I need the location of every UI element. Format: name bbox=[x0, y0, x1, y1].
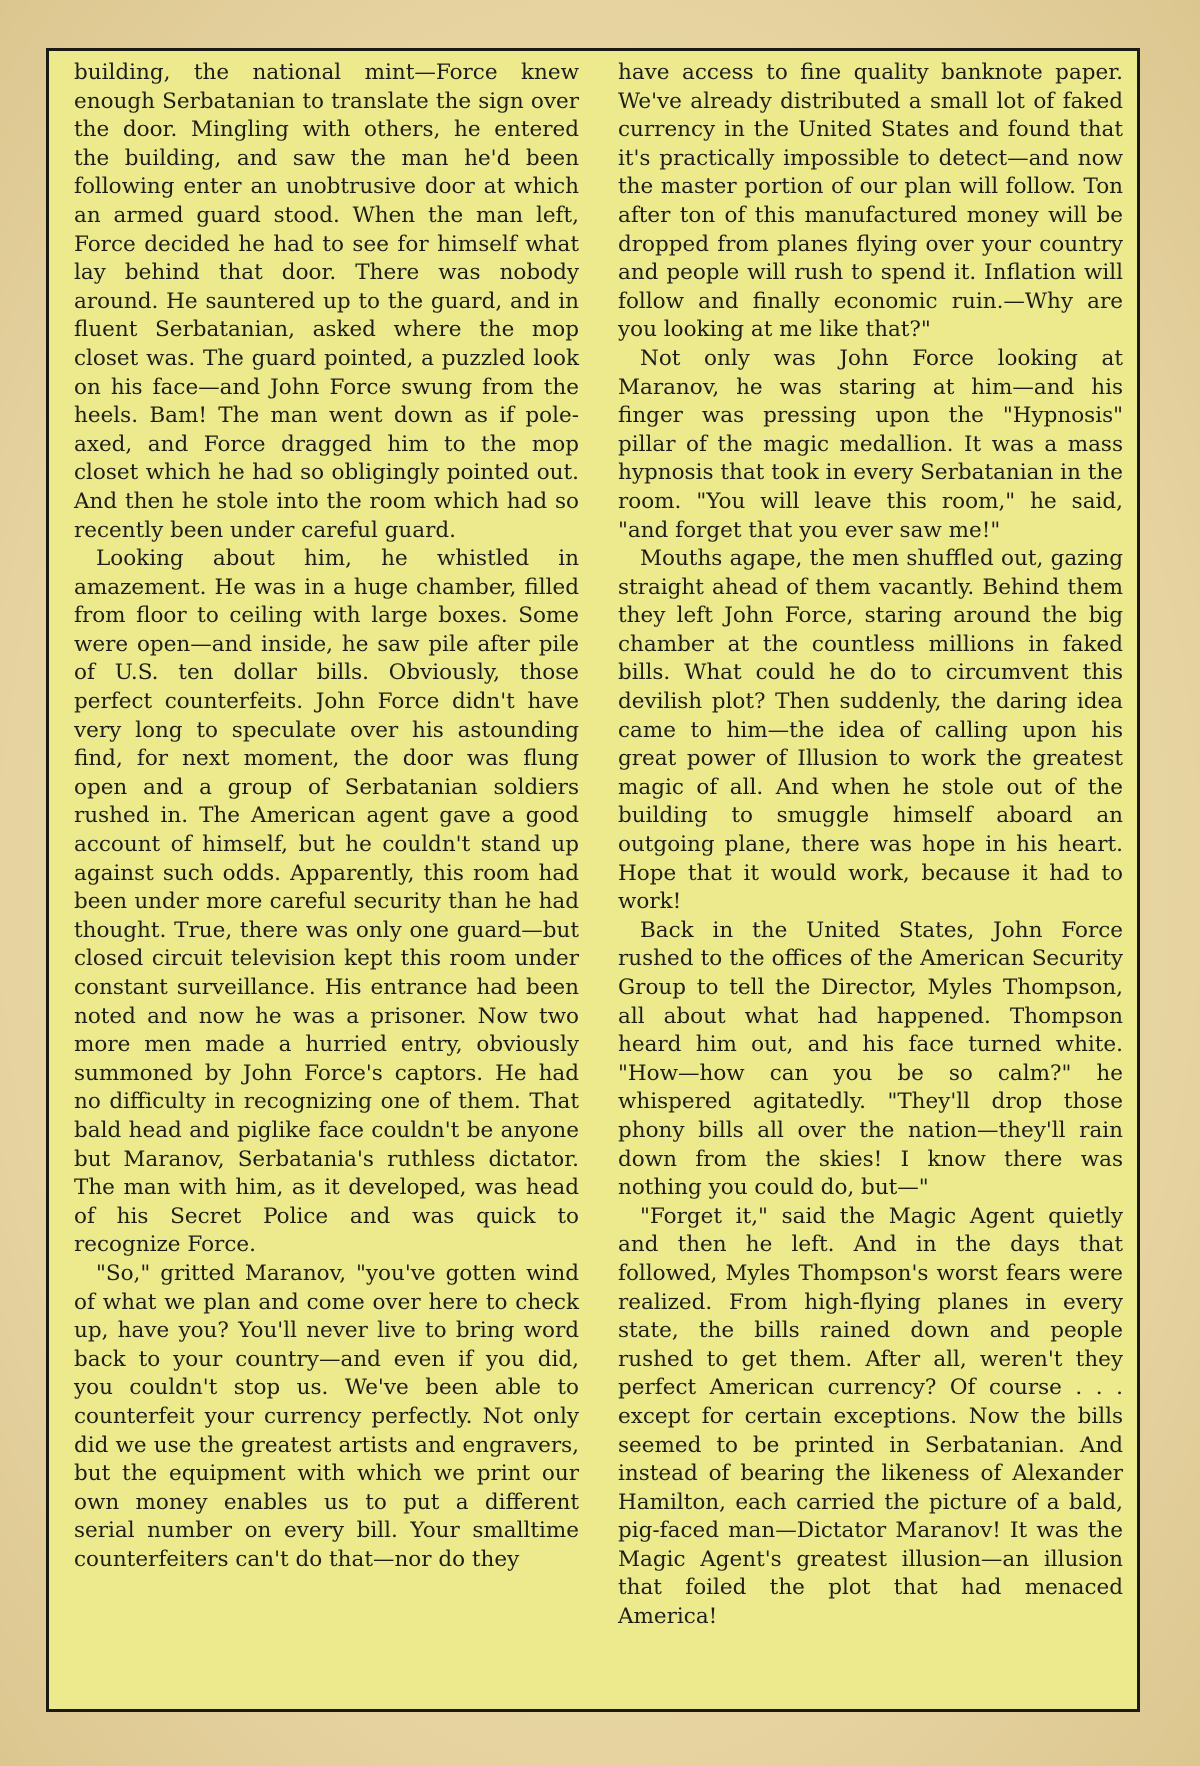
paragraph: "So," gritted Maranov, "you've gotten wind of what we plan and come over here to check up, have you? You'll never live to bring word back to your country—and even if you did, you couldn't stop us. We've been able to counterfeit your currency perfectly. Not only did we use the greatest artists and engravers, but the equipment with which we print our own money enables us to put a different serial number on every bill. Your smalltime counterfeiters can't do that—nor do they bbox=[74, 1260, 579, 1572]
story-text-frame bbox=[46, 48, 1140, 1712]
right-column bbox=[618, 59, 1123, 1632]
paragraph: have access to fine quality banknote paper. We've already distributed a small lot of faked currency in the United States and found that it's practically impossible to detect—and now the master portion of our plan will follow. Ton after ton of this manufactured money will be dropped from planes flying over your country and people will rush to spend it. Inflation will follow and finally economic ruin.—Why are you looking at me like that?" bbox=[618, 60, 1123, 343]
paragraph: Back in the United States, John Force rushed to the offices of the American Security Group to tell the Director, Myles Thompson, all about what had happened. Thompson heard him out, and his face turned white. "How—how can you be so calm?" he whispered agitatedly. "They'll drop those phony bills all over the nation—they'll rain down from the skies! I know there was nothing you could do, but—" bbox=[618, 917, 1123, 1201]
left-column bbox=[74, 59, 579, 1574]
paragraph: Mouths agape, the men shuffled out, gazing straight ahead of them vacantly. Behind them they left John Force, staring around the big chamber at the countless millions in faked bills. What could he do to circumvent this devilish plot? Then suddenly, the daring idea came to him—the idea of calling upon his great power of Illusion to work the greatest magic of all. And when he stole out of the building to smuggle himself aboard an outgoing plane, there was hope in his heart. Hope that it would work, because it had to work! bbox=[618, 546, 1123, 915]
paragraph: "Forget it," said the Magic Agent quietly and then he left. And in the days that followed, Myles Thompson's worst fears were realized. From high-flying planes in every state, the bills rained down and people rushed to get them. After all, weren't they perfect American currency? Of course . . . except for certain exceptions. Now the bills seemed to be printed in Serbatanian. And instead of bearing the likeness of Alexander Hamilton, each carried the picture of a bald, pig-faced man—Dictator Maranov! It was the Magic Agent's greatest illusion—an illusion that foiled the plot that had menaced America! bbox=[618, 1203, 1123, 1630]
paragraph: Looking about him, he whistled in amazement. He was in a huge chamber, filled from floor to ceiling with large boxes. Some were open—and inside, he saw pile after pile of U.S. ten dollar bills. Obviously, those perfect counterfeits. John Force didn't have very long to speculate over his astounding find, for next moment, the door was flung open and a group of Serbatanian soldiers rushed in. The American agent gave a good account of himself, but he couldn't stand up against such odds. Apparently, this room had been under more careful security than he had thought. True, there was only one guard—but closed circuit television kept this room under constant surveillance. His entrance had been noted and now he was a prisoner. Now two more men made a hurried entry, obviously summoned by John Force's captors. He had no difficulty in recognizing one of them. That bald head and piglike face couldn't be anyone but Maranov, Serbatania's ruthless dictator. The man with him, as it developed, was head of his Secret Police and was quick to recognize Force. bbox=[74, 546, 579, 1258]
paragraph: Not only was John Force looking at Maranov, he was staring at him—and his finger was pressing upon the "Hypnosis" pillar of the magic medallion. It was a mass hypnosis that took in every Serbatanian in the room. "You will leave this room," he said, "and forget that you ever saw me!" bbox=[618, 345, 1123, 543]
paragraph: building, the national mint—Force knew enough Serbatanian to translate the sign over the door. Mingling with others, he entered the building, and saw the man he'd been following enter an unobtrusive door at which an armed guard stood. When the man left, Force decided he had to see for himself what lay behind that door. There was nobody around. He sauntered up to the guard, and in fluent Serbatanian, asked where the mop closet was. The guard pointed, a puzzled look on his face—and John Force swung from the heels. Bam! The man went down as if pole-axed, and Force dragged him to the mop closet which he had so obligingly pointed out. And then he stole into the room which had so recently been under careful guard. bbox=[74, 60, 579, 543]
